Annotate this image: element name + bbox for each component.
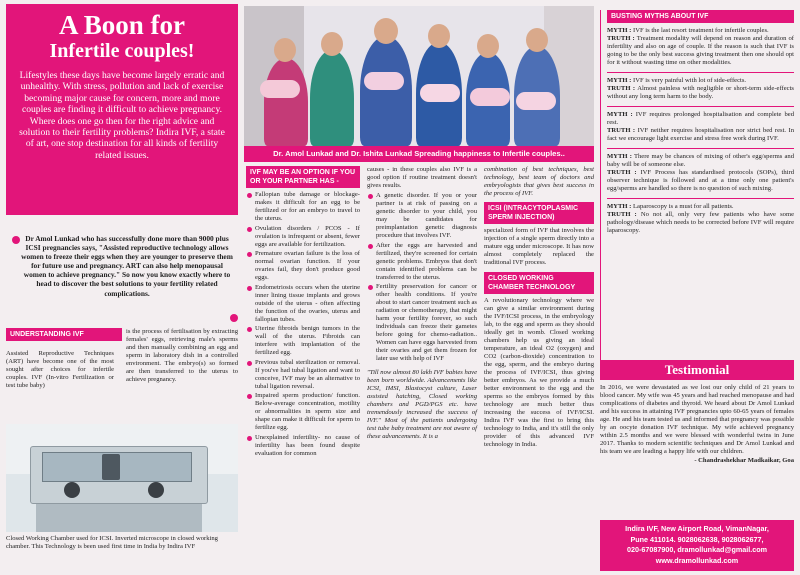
option-item: A genetic disorder. If you or your partner is at risk of passing on a genetic disorder to your child, you may be candidates for preimplantation genetic diagnosis procedure that involves IVF. [376,192,477,239]
option-item: Premature ovarian failure is the loss of normal ovarian function. If your ovaries fail, they don't produce good eggs. [255,250,360,281]
chamber-caption: Closed Working Chamber used for ICSI. Inverted microscope in closed working chamber. This Technology is been used first time in India by Indira IVF [6,535,218,550]
option-item: Endometriosis occurs when the uterine inner lining tissue implants and grows outside of the uterus - often affecting the function of the ovaries, uterus and fallopian tubes. [255,283,360,323]
understanding-header: UNDERSTANDING IVF [6,328,122,341]
baby-1 [260,80,300,98]
title-line-2: Infertile couples! [49,40,195,62]
option-item: After the eggs are harvested and fertilized, they're screened for certain genetic problems. Embryos that don't contain identified problems can be transferred to the uterus. [376,241,477,281]
baby-5 [516,92,556,110]
myth-text: IVF is very painful with lot of side-effects. [633,77,747,84]
person-3-head [374,18,398,44]
baby-4 [470,88,510,106]
col4-top-text: combination of best techniques, best technology, best team of doctors and embryologists that gives best success in the process of IVF. [484,166,594,197]
chamber-glove-port-right [148,482,164,498]
option-list-2 [367,192,477,363]
testimonial-header: Testimonial [664,362,730,377]
myth-text: IVF requires prolonged hospitalisation and complete bed rest. [607,111,795,126]
option-item: Ovulation disorders / PCOS - If ovulation is infrequent or absent, fewer eggs are available for fertilization. [255,224,360,248]
understanding-section [6,328,238,418]
truth-label: TRUTH : [607,127,636,134]
option-col2-intro: causes - in these couples also IVF is a good option if routine treatment doesn't gives results. [367,166,477,189]
option-col1 [246,166,360,571]
myth-item [607,111,794,143]
closed-text: A revolutionary technology where we can give a similar environment during the IVF/ICSI process, in the embryology lab, to the egg and sperm as they should ideally get in womb. Closed working chambers help us giving an ideal temperature, an ideal O2 (oxygen) and CO2 (carbon-dioxide) concentration to the egg, sperm, and the embryo during the process of IVF/ICSI, thus giving better embryos. As we provide a much better environment to the egg and the sperms so the embryos formed by this technology are much better thus increasing the success of IVF/ICSI. Indira IVF was the first to bring this technology to India, and it's still the only provider of this advanced IVF technology in India. [484,297,594,448]
truth-text: Almost painless with negligible or short-term side-effects without any long term harm to the body. [607,85,794,100]
contact-website-link[interactable]: www.dramollunkad.com [655,555,739,565]
person-1 [264,58,308,146]
option-item: Fertility preservation for cancer or other health conditions. If you're about to start cancer treatment such as radiation or chemotherapy, that might harm your fertility forever, so such individuals can freeze their gametes before going for chemo-radiation.. Women can have eggs harvested from their ovaries and get them frozen for later use with help of IVF [376,283,477,362]
option-item: Unexplained infertility- no cause of infertility has been found despite evaluation for common [255,433,360,457]
myth-divider [607,198,794,199]
truth-text: No not all, only very few patients who have some pathology/disease which needs to be corrected before IVF will require laparoscopy. [607,211,794,234]
myths-header: BUSTING MYTHS ABOUT IVF [607,10,794,23]
myth-label: MYTH : [607,153,632,160]
option-col2 [367,166,477,571]
microscope-shape [102,454,120,480]
chamber-stand [36,504,202,532]
truth-text: IVF Process has standardised protocols (SOPs), third observer technique is followed and at a time only one patient's egg/sperms are handled so there is no question of such mixing. [607,169,794,192]
option-item: Uterine fibroids benign tumors in the wall of the uterus. Fibroids can interfere with implantation of the fertilized egg. [255,325,360,356]
chamber-glove-port-left [64,482,80,498]
testimonial-signature: - Chandrashekhar Madkaikar, Goa [694,457,794,464]
myth-label: MYTH : [607,77,632,84]
myth-text: Laparoscopy is a must for all patients. [633,203,734,210]
person-1-head [274,38,296,62]
quote-block [6,222,238,322]
myth-label: MYTH : [607,203,632,210]
person-5-head [477,34,499,58]
option-list-1 [246,191,360,458]
myths-section [600,10,794,370]
myth-text: IVF is the last resort treatment for infertile couples. [633,27,769,34]
icsi-text: specialized form of IVF that involves the injection of a single sperm directly into a mature egg under microscope. It has now almost completely replaced the traditional IVF process. [484,227,594,266]
title-banner [6,4,238,215]
testimonial-text: In 2016, we were devastated as we lost our only child of 21 years to blood cancer. My wife was 45 years and had reached menopause and had complications of diabetes and thyroid. We heard about Dr Amol Lunkad and his success in attaining IVF pregnancies upto 60-65 years of females age. He and his team tested us and informed that pregnancy was possible by an oocyte donation IVF technique. My wife achieved pregnancy within 2.5 months and we were blessed with wonderful twins in June 2017. Thanks to modern scientific techniques and Dr Amol Lunkad and his team we are leading a happy life with our children. [600,384,794,455]
person-3 [360,36,412,146]
intro-text: Lifestyles these days have become largely erratic and unhealthy. With stress, pollution and lack of exercise becoming major cause for concern, more and more couples are finding it difficult to achieve pregnancy. Where does one go then for the right advice and solution to their fertility problems? Indira IVF, a state of art, one stop destination for all kinds of fertility related issues. [19,70,225,161]
myth-label: MYTH : [607,111,633,118]
option-header: IVF MAY BE AN OPTION IF YOU OR YOUR PARTNER HAS - [246,166,360,188]
baby-2 [364,72,404,90]
doctors-photo [244,6,594,146]
truth-label: TRUTH : [607,35,635,42]
truth-text: Treatment modality will depend on reason and duration of infertility and also on age of couple. If the reason is such that IVF is going to be the only best success giving treatment then one should opt for it without wasting time on other modalities. [607,35,795,66]
understanding-right-text: is the process of fertilisation by extracting females' eggs, retrieving male's sperms and then manually combining an egg and sperm in laboratory dish in a controlled environment. The embryo(s) so formed are then transferred to the uterus to achieve pregnancy. [126,328,238,383]
testimonial-body [600,384,794,514]
quote-end-bullet-icon [230,314,238,322]
icsi-header: ICSI (INTRACYTOPLASMIC SPERM INJECTION) [484,202,594,224]
contact-email-line[interactable]: 020-67087900, dramollunkad@gmail.com [626,545,768,554]
truth-label: TRUTH : [607,211,637,218]
myth-item [607,27,794,67]
myth-label: MYTH : [607,27,632,34]
option-item: Impaired sperm production/ function. Below-average concentration, motility or abnormalities in sperm size and shape can make it difficult for sperm to fertilize egg. [255,392,360,431]
myth-item [607,203,794,235]
quote-text: Dr Amol Lunkad who has successfully done more than 9000 plus ICSI pregnancies says, "Assisted reproductive technology allows women to freeze their eggs when they are younger to preserve them for future use and pregnancy. ART can also help menopausal women to achieve pregnancy." So now you know exactly where to head to discover the best solutions to your fertility related complications. [21,234,233,298]
title-line-1: A Boon for [58,10,185,40]
testimonial-header-bar [600,360,794,380]
contact-address-line: Indira IVF, New Airport Road, VimanNagar, [625,524,769,533]
truth-label: TRUTH : [607,169,637,176]
myth-divider [607,106,794,107]
advancements-quote: "Till now almost 80 lakh IVF babies have been born worldwide. Advancements like ICSI, IMSI, Blastocyst culture, Laser assisted hatching, Closed working chambers and PGD/PGS etc. have tremendously increased the success of IVF." Most of the patients undergoing test tube baby treatment are not aware of these advancements. It is a [367,369,477,440]
quote-bullet-icon [12,236,20,244]
photo-caption-bar [244,146,594,162]
person-4-head [428,24,450,48]
myth-divider [607,72,794,73]
truth-label: TRUTH : [607,85,636,92]
baby-3 [420,84,460,102]
myth-text: There may be chances of mixing of other's egg/sperms and baby will be of someone else. [607,153,795,168]
col4 [484,166,594,571]
option-item: Fallopian tube damage or blockage- makes it difficult for an egg to be fertilized or for an embryo to travel to the uterus. [255,191,360,222]
contact-phone-line: Pune 411014. 9028062638, 9028062677, [630,534,764,544]
myth-divider [607,148,794,149]
contact-box [600,520,794,571]
myth-item [607,77,794,101]
person-2-head [321,32,343,56]
option-item: Previous tubal sterilization or removal. If you've had tubal ligation and want to conceive, IVF may be an alternative to tubal ligation reversal. [255,358,360,390]
understanding-left-text: Assisted Reproductive Techniques (ART) have become one of the most sought after choices for infertile couples. IVF (In-vitro Fertilization or test tube baby) [6,350,114,389]
myth-item [607,153,794,193]
truth-text: IVF neither requires hospitalisation nor strict bed rest. In fact we encourage light exercise and stress free work during IVF. [607,127,795,142]
person-6-head [526,28,548,52]
person-2 [310,50,354,146]
closed-chamber-photo [6,424,238,532]
closed-header: CLOSED WORKING CHAMBER TECHNOLOGY [484,272,594,294]
photo-caption: Dr. Amol Lunkad and Dr. Ishita Lunkad Spreading happiness to Infertile couples.. [273,149,565,158]
